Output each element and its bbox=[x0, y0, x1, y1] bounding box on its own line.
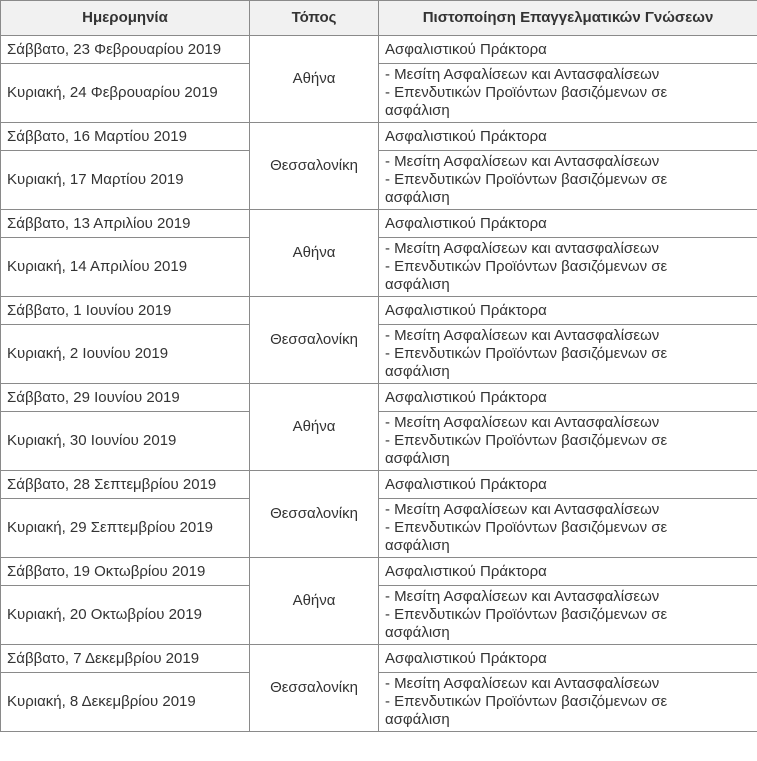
cert-cell-sunday bbox=[379, 412, 757, 471]
place-cell: Θεσσαλονίκη bbox=[250, 297, 379, 384]
table-row bbox=[1, 36, 757, 64]
cert-line: ασφάλιση bbox=[385, 711, 450, 728]
cert-cell-saturday: Ασφαλιστικού Πράκτορα bbox=[379, 558, 757, 586]
table-row bbox=[1, 238, 757, 297]
date-cell-sunday: Κυριακή, 24 Φεβρουαρίου 2019 bbox=[1, 64, 250, 123]
table-row bbox=[1, 64, 757, 123]
cert-line: - Επενδυτικών Προϊόντων βασιζόμενων σε bbox=[385, 258, 668, 275]
cert-line: - Επενδυτικών Προϊόντων βασιζόμενων σε bbox=[385, 345, 668, 362]
cert-line: - Μεσίτη Ασφαλίσεων και αντασφαλίσεων bbox=[385, 240, 660, 257]
table-row bbox=[1, 471, 757, 499]
place-cell: Θεσσαλονίκη bbox=[250, 471, 379, 558]
table-row bbox=[1, 412, 757, 471]
cert-line: ασφάλιση bbox=[385, 276, 450, 293]
table-row bbox=[1, 673, 757, 732]
cert-cell-saturday: Ασφαλιστικού Πράκτορα bbox=[379, 471, 757, 499]
cert-line: ασφάλιση bbox=[385, 189, 450, 206]
table-row bbox=[1, 123, 757, 151]
date-cell-saturday: Σάββατο, 28 Σεπτεμβρίου 2019 bbox=[1, 471, 250, 499]
cert-cell-saturday: Ασφαλιστικού Πράκτορα bbox=[379, 36, 757, 64]
date-cell-saturday: Σάββατο, 13 Απριλίου 2019 bbox=[1, 210, 250, 238]
date-cell-sunday: Κυριακή, 20 Οκτωβρίου 2019 bbox=[1, 586, 250, 645]
table-row bbox=[1, 297, 757, 325]
table-row bbox=[1, 558, 757, 586]
cert-line: ασφάλιση bbox=[385, 537, 450, 554]
place-cell: Αθήνα bbox=[250, 384, 379, 471]
date-cell-saturday: Σάββατο, 16 Μαρτίου 2019 bbox=[1, 123, 250, 151]
cert-line: - Μεσίτη Ασφαλίσεων και Αντασφαλίσεων bbox=[385, 588, 660, 605]
date-cell-saturday: Σάββατο, 1 Ιουνίου 2019 bbox=[1, 297, 250, 325]
table-row bbox=[1, 645, 757, 673]
date-cell-sunday: Κυριακή, 8 Δεκεμβρίου 2019 bbox=[1, 673, 250, 732]
cert-cell-saturday: Ασφαλιστικού Πράκτορα bbox=[379, 210, 757, 238]
cert-line: - Επενδυτικών Προϊόντων βασιζόμενων σε bbox=[385, 693, 668, 710]
cert-cell-saturday: Ασφαλιστικού Πράκτορα bbox=[379, 297, 757, 325]
cert-cell-sunday bbox=[379, 238, 757, 297]
cert-line: ασφάλιση bbox=[385, 363, 450, 380]
cert-line: - Επενδυτικών Προϊόντων βασιζόμενων σε bbox=[385, 432, 668, 449]
date-cell-saturday: Σάββατο, 23 Φεβρουαρίου 2019 bbox=[1, 36, 250, 64]
date-cell-sunday: Κυριακή, 30 Ιουνίου 2019 bbox=[1, 412, 250, 471]
cert-cell-saturday: Ασφαλιστικού Πράκτορα bbox=[379, 645, 757, 673]
table-row bbox=[1, 586, 757, 645]
cert-line: ασφάλιση bbox=[385, 450, 450, 467]
cert-line: - Μεσίτη Ασφαλίσεων και Αντασφαλίσεων bbox=[385, 153, 660, 170]
cert-line: - Μεσίτη Ασφαλίσεων και Αντασφαλίσεων bbox=[385, 66, 660, 83]
cert-line: - Μεσίτη Ασφαλίσεων και Αντασφαλίσεων bbox=[385, 414, 660, 431]
header-place: Τόπος bbox=[250, 1, 379, 36]
place-cell: Αθήνα bbox=[250, 558, 379, 645]
cert-cell-sunday bbox=[379, 673, 757, 732]
table-row bbox=[1, 325, 757, 384]
cert-cell-sunday bbox=[379, 499, 757, 558]
cert-line: - Επενδυτικών Προϊόντων βασιζόμενων σε bbox=[385, 84, 668, 101]
cert-line: - Επενδυτικών Προϊόντων βασιζόμενων σε bbox=[385, 606, 668, 623]
cert-line: ασφάλιση bbox=[385, 624, 450, 641]
cert-line: - Μεσίτη Ασφαλίσεων και Αντασφαλίσεων bbox=[385, 327, 660, 344]
place-cell: Αθήνα bbox=[250, 36, 379, 123]
cert-line: - Μεσίτη Ασφαλίσεων και Αντασφαλίσεων bbox=[385, 501, 660, 518]
table-row bbox=[1, 499, 757, 558]
cert-cell-sunday bbox=[379, 586, 757, 645]
cert-line: - Επενδυτικών Προϊόντων βασιζόμενων σε bbox=[385, 519, 668, 536]
place-cell: Αθήνα bbox=[250, 210, 379, 297]
date-cell-sunday: Κυριακή, 29 Σεπτεμβρίου 2019 bbox=[1, 499, 250, 558]
cert-line: - Επενδυτικών Προϊόντων βασιζόμενων σε bbox=[385, 171, 668, 188]
cert-cell-sunday bbox=[379, 64, 757, 123]
table-row bbox=[1, 151, 757, 210]
place-cell: Θεσσαλονίκη bbox=[250, 123, 379, 210]
cert-cell-sunday bbox=[379, 325, 757, 384]
header-date: Ημερομηνία bbox=[1, 1, 250, 36]
cert-cell-saturday: Ασφαλιστικού Πράκτορα bbox=[379, 123, 757, 151]
date-cell-sunday: Κυριακή, 14 Απριλίου 2019 bbox=[1, 238, 250, 297]
cert-cell-sunday bbox=[379, 151, 757, 210]
place-cell: Θεσσαλονίκη bbox=[250, 645, 379, 732]
cert-line: - Μεσίτη Ασφαλίσεων και Αντασφαλίσεων bbox=[385, 675, 660, 692]
table-row bbox=[1, 210, 757, 238]
date-cell-sunday: Κυριακή, 17 Μαρτίου 2019 bbox=[1, 151, 250, 210]
date-cell-saturday: Σάββατο, 7 Δεκεμβρίου 2019 bbox=[1, 645, 250, 673]
cert-cell-saturday: Ασφαλιστικού Πράκτορα bbox=[379, 384, 757, 412]
date-cell-sunday: Κυριακή, 2 Ιουνίου 2019 bbox=[1, 325, 250, 384]
table-header-row bbox=[1, 1, 757, 36]
date-cell-saturday: Σάββατο, 19 Οκτωβρίου 2019 bbox=[1, 558, 250, 586]
table-row bbox=[1, 384, 757, 412]
date-cell-saturday: Σάββατο, 29 Ιουνίου 2019 bbox=[1, 384, 250, 412]
header-certification: Πιστοποίηση Επαγγελματικών Γνώσεων bbox=[379, 1, 757, 36]
cert-line: ασφάλιση bbox=[385, 102, 450, 119]
